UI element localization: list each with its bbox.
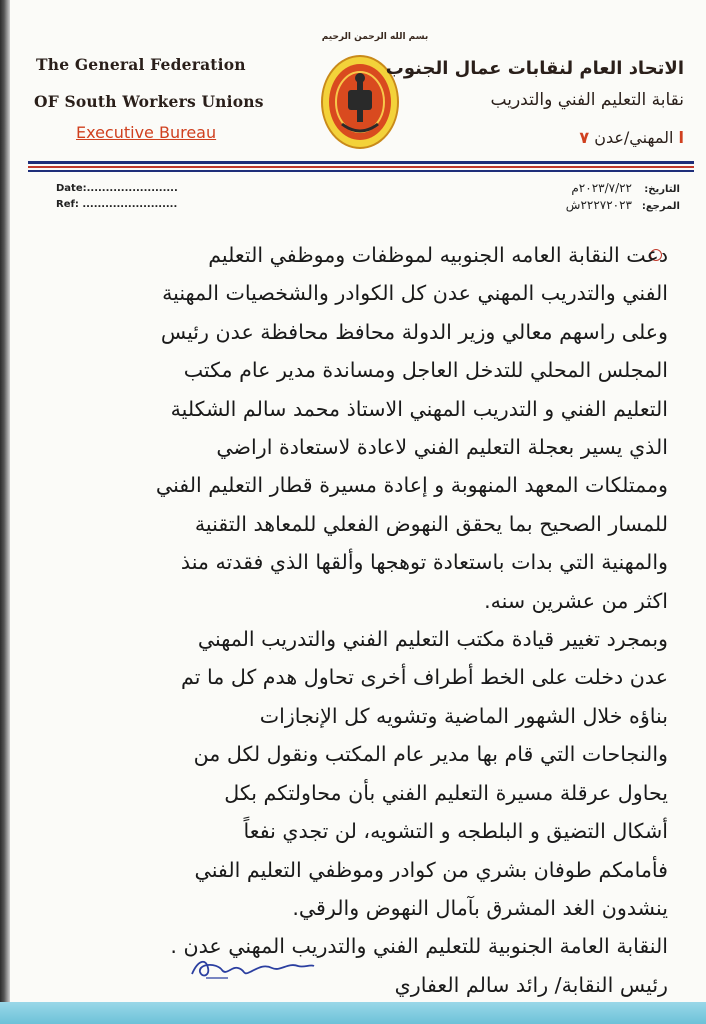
- red-mark-icon: ٧: [579, 128, 590, 147]
- ar-branch-line: [579, 128, 684, 147]
- body-line: فأمامكم طوفان بشري من كوادر وموظفي التعليم الفني: [194, 857, 668, 882]
- ref-field-label: Ref: .........................: [56, 199, 178, 210]
- body-line: المجلس المحلي للتدخل العاجل ومساندة مدير عام مكتب: [183, 358, 668, 383]
- signature-icon: [188, 950, 318, 984]
- ar-date-label: التاريخ:: [644, 184, 680, 195]
- ar-federation-title: الاتحاد العام لنقابات عمال الجنوب: [385, 58, 684, 79]
- en-executive-bureau: Executive Bureau: [76, 123, 217, 142]
- header-divider-lower: [28, 170, 694, 172]
- header-divider-accent: [28, 166, 694, 168]
- en-federation-subtitle: OF South Workers Unions: [34, 92, 264, 111]
- body-line: وعلى راسهم معالي وزير الدولة محافظ محافظة عدن رئيس: [160, 319, 668, 344]
- basmala: بسم الله الرحمن الرحيم: [321, 32, 429, 42]
- body-line: الذي يسير بعجلة التعليم الفني لاعادة لاستعادة اراضي: [216, 435, 668, 460]
- body-line: التعليم الفني و التدريب المهني الاستاذ محمد سالم الشكلية: [170, 396, 668, 421]
- signatory-line: رئيس النقابة/ رائد سالم العفاري: [394, 972, 668, 997]
- ar-branch-label: المهني/عدن: [594, 128, 674, 147]
- body-line: أشكال التضيق و البلطجه و التشويه، لن تجدي نفعاً: [243, 819, 668, 844]
- bottom-edge: [0, 1002, 706, 1024]
- page-edge: [0, 0, 10, 1024]
- body-line: دعت النقابة العامه الجنوبيه لموظفات وموظفي التعليم: [208, 243, 668, 267]
- body-line: وبمجرد تغيير قيادة مكتب التعليم الفني والتدريب المهني: [197, 627, 668, 652]
- letter-body: [30, 236, 668, 1004]
- body-line: للمسار الصحيح بما يحقق النهوض الفعلي للمعاهد التقنية: [194, 511, 668, 536]
- body-line: بناؤه خلال الشهور الماضية وتشويه كل الإنجازات: [259, 703, 668, 728]
- body-line: يحاول عرقلة مسيرة التعليم الفني بأن محاولتكم بكل: [224, 780, 668, 805]
- ar-ref-label: المرجع:: [641, 201, 680, 212]
- date-field-label: Date:........................: [56, 183, 178, 194]
- body-line: والمهنية التي بدات باستعادة توهجها وألقها الذي فقدته منذ: [180, 550, 668, 575]
- body-line: والنجاحات التي قام بها مدير عام المكتب ونقول لكل من: [193, 742, 668, 767]
- body-line: الفني والتدريب المهني عدن كل الكوادر والشخصيات المهنية: [162, 281, 668, 306]
- header-divider: [28, 161, 694, 164]
- ar-ref-value: ٢٢٢٧٢٠٢٣ش: [565, 198, 632, 212]
- red-mark-icon: ا: [678, 128, 684, 147]
- body-line: اكثر من عشرين سنه.: [484, 588, 668, 613]
- body-line: ينشدون الغد المشرق بآمال النهوض والرقي.: [292, 895, 668, 920]
- ar-union-name: نقابة التعليم الفني والتدريب: [490, 90, 684, 110]
- body-line: عدن دخلت على الخط أطراف أخرى تحاول هدم كل ما تم: [181, 665, 668, 690]
- body-line: وممتلكات المعهد المنهوبة و إعادة مسيرة قطار التعليم الفني: [155, 473, 668, 498]
- body-closing-line: النقابة العامة الجنوبية للتعليم الفني والتدريب المهني عدن .: [170, 934, 668, 959]
- en-federation-title: The General Federation: [36, 55, 246, 74]
- ar-date-value: ٢٠٢٣/٧/٢٢م: [571, 181, 632, 195]
